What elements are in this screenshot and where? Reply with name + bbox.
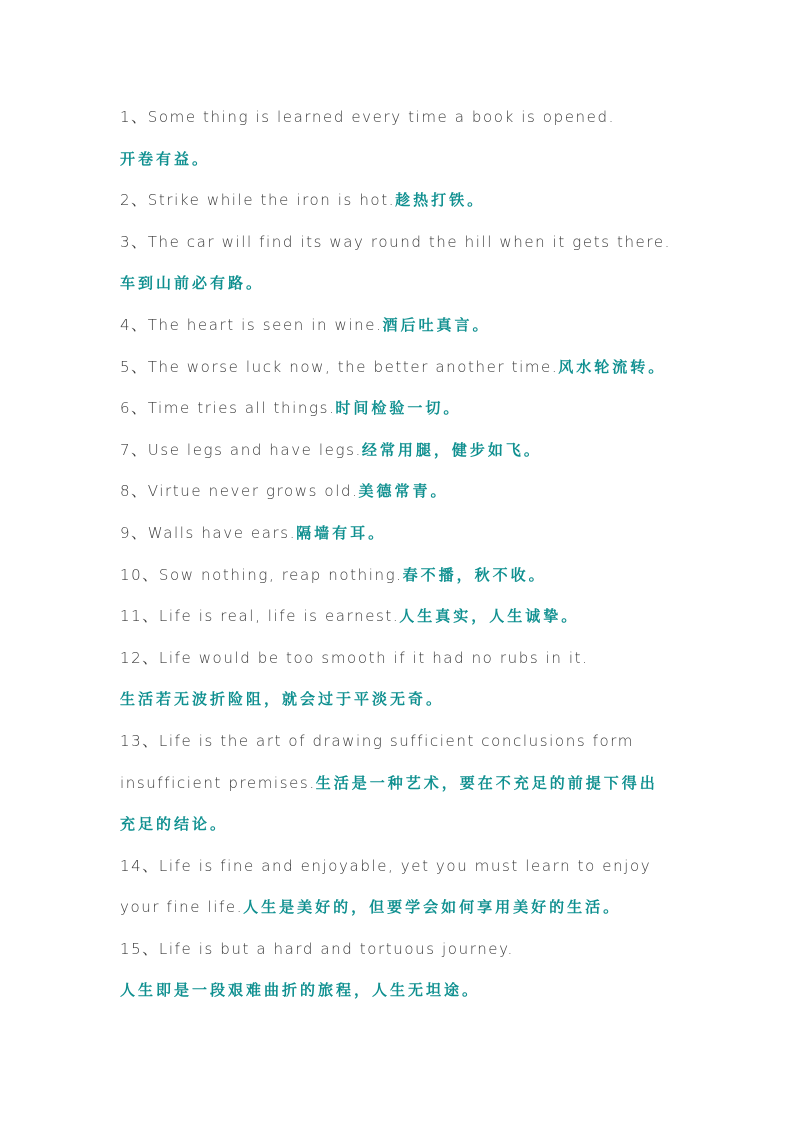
text-line-19 (120, 850, 680, 892)
english-text: 9、Walls have ears. (120, 523, 297, 542)
chinese-text: 风水轮流转。 (558, 357, 667, 376)
chinese-text: 人生真实，人生诚挚。 (399, 607, 580, 626)
chinese-text: 经常用腿，健步如飞。 (361, 440, 542, 459)
text-line-13 (120, 600, 680, 642)
text-line-9 (120, 434, 680, 476)
english-text: 3、The car will find its way round the hill when it gets there. (120, 232, 672, 251)
text-line-7 (120, 351, 680, 393)
proverb-list (120, 101, 680, 1016)
chinese-text: 美德常青。 (358, 482, 449, 501)
english-text: your fine life. (120, 898, 244, 917)
text-line-2 (120, 143, 680, 185)
english-text: 7、Use legs and have legs. (120, 440, 362, 459)
chinese-text: 酒后吐真言。 (382, 315, 491, 334)
text-line-6 (120, 309, 680, 351)
english-text: insufficient premises. (120, 773, 316, 792)
text-line-8 (120, 392, 680, 434)
text-line-18 (120, 808, 680, 850)
english-text: 10、Sow nothing, reap nothing. (120, 565, 403, 584)
english-text: 11、Life is real, life is earnest. (120, 607, 400, 626)
chinese-text: 生活是一种艺术，要在不充足的前提下得出 (315, 773, 658, 792)
text-line-11 (120, 517, 680, 559)
chinese-text: 隔墙有耳。 (296, 523, 387, 542)
chinese-text: 人生即是一段艰难曲折的旅程，人生无坦途。 (120, 981, 481, 1000)
text-line-17 (120, 767, 680, 809)
chinese-text: 趁热打铁。 (395, 191, 486, 210)
chinese-text: 生活若无波折险阻，就会过于平淡无奇。 (120, 690, 445, 709)
text-line-20 (120, 891, 680, 933)
text-line-10 (120, 475, 680, 517)
chinese-text: 时间检验一切。 (335, 399, 462, 418)
chinese-text: 人生是美好的，但要学会如何享用美好的生活。 (243, 898, 622, 917)
chinese-text: 充足的结论。 (120, 815, 229, 834)
english-text: 2、Strike while the iron is hot. (120, 191, 396, 210)
text-line-16 (120, 725, 680, 767)
chinese-text: 开卷有益。 (120, 149, 211, 168)
text-line-14 (120, 642, 680, 684)
english-text: 12、Life would be too smooth if it had no rubs in it. (120, 648, 589, 667)
english-text: 8、Virtue never grows old. (120, 482, 359, 501)
english-text: 14、Life is fine and enjoyable, yet you must learn to enjoy (120, 856, 652, 875)
english-text: 6、Time tries all things. (120, 399, 336, 418)
text-line-12 (120, 559, 680, 601)
text-line-4 (120, 226, 680, 268)
text-line-22 (120, 974, 680, 1016)
english-text: 5、The worse luck now, the better another time. (120, 357, 559, 376)
chinese-text: 车到山前必有路。 (120, 274, 265, 293)
text-line-21 (120, 933, 680, 975)
text-line-3 (120, 184, 680, 226)
english-text: 15、Life is but a hard and tortuous journey. (120, 939, 514, 958)
text-line-5 (120, 267, 680, 309)
chinese-text: 春不播，秋不收。 (402, 565, 547, 584)
english-text: 13、Life is the art of drawing sufficient conclusions form (120, 731, 634, 750)
english-text: 1、Some thing is learned every time a book is opened. (120, 108, 615, 126)
english-text: 4、The heart is seen in wine. (120, 315, 383, 334)
text-line-15 (120, 683, 680, 725)
text-line-1 (120, 101, 680, 143)
